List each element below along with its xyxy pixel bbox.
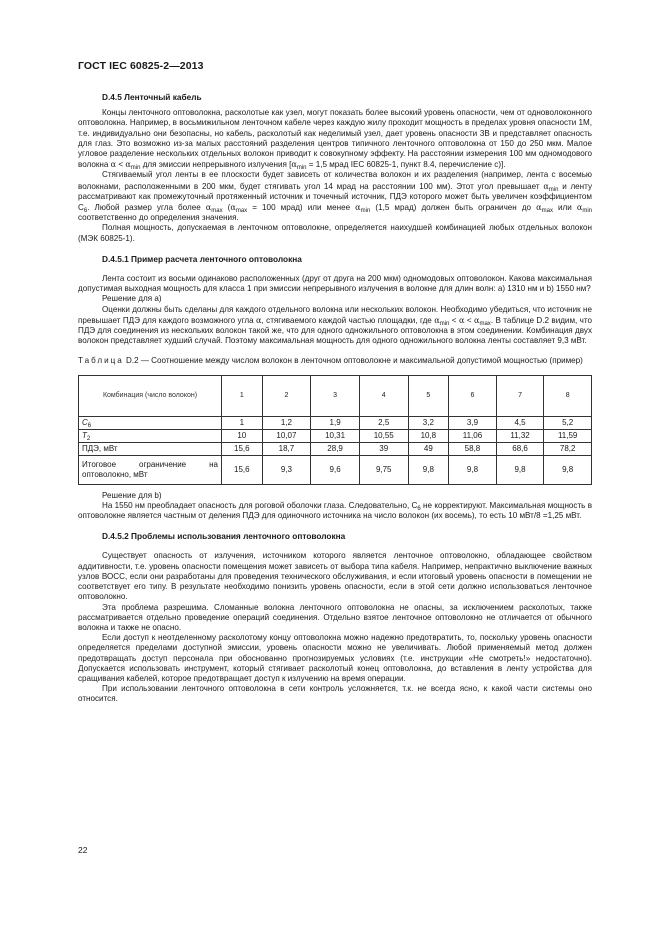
table-header-label: Комбинация (число волокон) [79, 375, 222, 416]
paragraph-total-power: Полная мощность, допускаемая в ленточном оптоволокне, определяется наихудшей комбинацией любых отдельных волокон (МЭК 60825-1). [78, 223, 592, 243]
table-header-cell: 2 [262, 375, 311, 416]
table-cell: 1,2 [262, 416, 311, 429]
section-heading-d-4-5-1: D.4.5.1 Пример расчета ленточного оптоволокна [102, 253, 302, 264]
table-cell: 11,32 [496, 429, 544, 442]
paragraph-solution-b-label: Решение для b) [102, 490, 162, 500]
table-cell: 5,2 [544, 416, 592, 429]
table-cell: 2,5 [359, 416, 408, 429]
table-row-final-limit [79, 455, 592, 484]
standard-header: ГОСТ IEC 60825-2—2013 [78, 60, 204, 72]
table-cell: 9,75 [359, 455, 408, 484]
section-heading-d-4-5: D.4.5 Ленточный кабель [102, 92, 202, 102]
paragraph-hazard-additivity: Существует опасность от излучения, источником которого является ленточное оптоволокно, обладающее свойством аддитивности, т.е. уровень опасности помещения может зависеть от выбора типа кабеля. Например, непрактично выключение важных узлов ВОСС, если они разработаны для проведения технического обслуживания, и если итоговый уровень опасности в помещении не соответствует его типу. В результате необходимо понизить уровень опасности, если в этой сети должно использоваться ленточное оптоволокно. [78, 551, 592, 602]
paragraph-solution-a-label: Решение для а) [102, 294, 162, 304]
paragraph-solution-b: На 1550 нм преобладает опасность для роговой оболочки глаза. Следовательно, $С_6$ не корректируют. Максимальная мощность в оптоволокне является частным от деления ПДЭ для одиночного источника на число волокон (их восемь), то есть 10 мВт/8 =1,25 мВт. [78, 500, 592, 521]
table-cell: 10,55 [359, 429, 408, 442]
table-cell: 3,9 [449, 416, 497, 429]
paragraph-example-task: Лента состоит из восьми одинаково расположенных (друг от друга на 200 мкм) одномодовых оптоволокон. Какова максимальная допустимая выходная мощность для класса 1 при эмиссии непрерывного излучения в волокне для длин волн: а) 1310 нм и b) 1550 нм? [78, 274, 592, 294]
page-number: 22 [78, 845, 88, 855]
table-cell: 9,3 [262, 455, 311, 484]
table-header-cell: 7 [496, 375, 544, 416]
table-cell: 49 [408, 442, 449, 455]
table-header-cell: 3 [311, 375, 360, 416]
table-cell: 58,8 [449, 442, 497, 455]
table-caption: Таблица D.2 — Соотношение между числом волокон в ленточном оптоволокне и максимальной допустимой мощностью (пример) [78, 356, 583, 366]
table-row-label: Итоговое ограничение на оптоволокно, мВт [79, 455, 222, 484]
table-cell: 68,6 [496, 442, 544, 455]
table-cell: 9,8 [496, 455, 544, 484]
document-body [78, 92, 592, 705]
table-cell: 3,2 [408, 416, 449, 429]
table-cell: 10,31 [311, 429, 360, 442]
table-cell: 78,2 [544, 442, 592, 455]
table-cell: 18,7 [262, 442, 311, 455]
table-header-cell: 1 [222, 375, 263, 416]
table-row-ael [79, 442, 592, 455]
table-row-c6 [79, 416, 592, 429]
table-cell: 9,6 [311, 455, 360, 484]
table-header-cell: 5 [408, 375, 449, 416]
table-cell: 39 [359, 442, 408, 455]
table-header-row [79, 375, 592, 416]
table-header-cell: 6 [449, 375, 497, 416]
table-row-t2 [79, 429, 592, 442]
paragraph-access-prevention: Если доступ к неотделенному расколотому концу оптоволокна можно надежно предотвратить, то, поскольку уровень опасности определяется пределами доступной эмиссии, уровень опасности можно не увеличивать. Любой применяемый метод должен предотвращать доступ персонала при обоснованно прогнозируемых условиях (т.е. инструкции «Не смотреть!» недостаточно). Допускается использовать инструмент, который стягивает расколотый конец оптоволокна, до вставления в ленту устройства для сращивания кабелей, которое предотвращает доступ к излучению на время операции. [78, 633, 592, 683]
table-cell: 9,8 [449, 455, 497, 484]
table-cell: 28,9 [311, 442, 360, 455]
fiber-power-table [78, 375, 592, 485]
table-row-label: $C_6$ [79, 416, 222, 429]
paragraph-problem-solvable: Эта проблема разрешима. Сломанные волокна ленточного оптоволокна не опасны, за исключением расколотых, также рассматривается отдельно проведение операций соединения. Отдельно взятое ленточное оптоволокно не отличается от обычного волокна и также не опасно. [78, 602, 592, 632]
table-cell: 11,59 [544, 429, 592, 442]
table-cell: 9,8 [544, 455, 592, 484]
table-row-label: ПДЭ, мВт [79, 442, 222, 455]
section-heading-d-4-5-2: D.4.5.2 Проблемы использования ленточного оптоволокна [102, 531, 346, 542]
table-cell: 10,07 [262, 429, 311, 442]
paragraph-network-control: При использовании ленточного оптоволокна в сети контроль усложняется, т.к. не всегда ясно, к какой части системы оно относится. [78, 684, 592, 704]
table-cell: 1,9 [311, 416, 360, 429]
paragraph-subtended-angle: Стягиваемый угол ленты в ее плоскости будет зависеть от количества волокон и их разделения (например, лента с восемью волокнами, расположенными в 200 мкм, будет стягивать угол 14 мрад на расстоянии 100 мм). Этот угол превышает $\alpha_{min}$ и ленту рассматривают как промежуточный протяженный источник и точечный источник, ПДЭ которого может быть увеличен коэффициентом $С_6$. Любой размер угла более $\alpha_{max}$ ($\alpha_{max} = 100$ мрад) или менее $\alpha_{min}$ (1,5 мрад) должен быть ограничен до $\alpha_{max}$ или $\alpha_{min}$ соответственно до определения значения. [78, 170, 593, 223]
paragraph-solution-a: Оценки должны быть сделаны для каждого отдельного волокна или нескольких волокон. Необходимо убедиться, что источник не превышает ПДЭ для каждого возможного угла α, стягиваемого каждой частью площадки, где $\alpha_{min} < \alpha < \alpha_{max}$. В таблице D.2 видим, что ПДЭ для соединения из нескольких волокон такой же, что для одного одножильного оптоволокна в этом соединении. Комбинация двух волокон представляет худший случай. Поэтому максимальная мощность для одного одножильного волокна ленты составляет 9,3 мВт. [78, 304, 593, 346]
table-cell: 10 [222, 429, 263, 442]
table-cell: 1 [222, 416, 263, 429]
table-row-label: $T_2$ [79, 429, 222, 442]
table-cell: 10,8 [408, 429, 449, 442]
table-cell: 15,6 [222, 442, 263, 455]
table-header-cell: 4 [359, 375, 408, 416]
table-cell: 9,8 [408, 455, 449, 484]
table-cell: 4,5 [496, 416, 544, 429]
table-header-cell: 8 [544, 375, 592, 416]
table-cell: 11,06 [449, 429, 497, 442]
paragraph-ribbon-intro: Концы ленточного оптоволокна, расколотые как узел, могут показать более высокий уровень опасности, чем от одноволоконного оптоволокна. Например, в восьмижильном ленточном кабеле через каждую жилу проходит мощность в пределах уровня опасности 1М, т.е. индивидуально они безопасны, но кабель, расколотый как неделимый узел, дает уровень опасности 3В и представляет опасность для глаз. Это возможно из-за малых расстояний разделения центров типичного ленточного оптоволокна от 150 до 250 мкм. Малое угловое разделение нескольких отдельных волокон приводит к совокупному эффекту. На расстоянии измерения 100 мм одномодового волокна $\alpha < \alpha_{min}$ для эмиссии непрерывного излучения [$\alpha_{min} = 1,5$ мрад IEC 60825-1, пункт 8.4, перечисление с)]. [78, 108, 592, 172]
table-cell: 15,6 [222, 455, 263, 484]
